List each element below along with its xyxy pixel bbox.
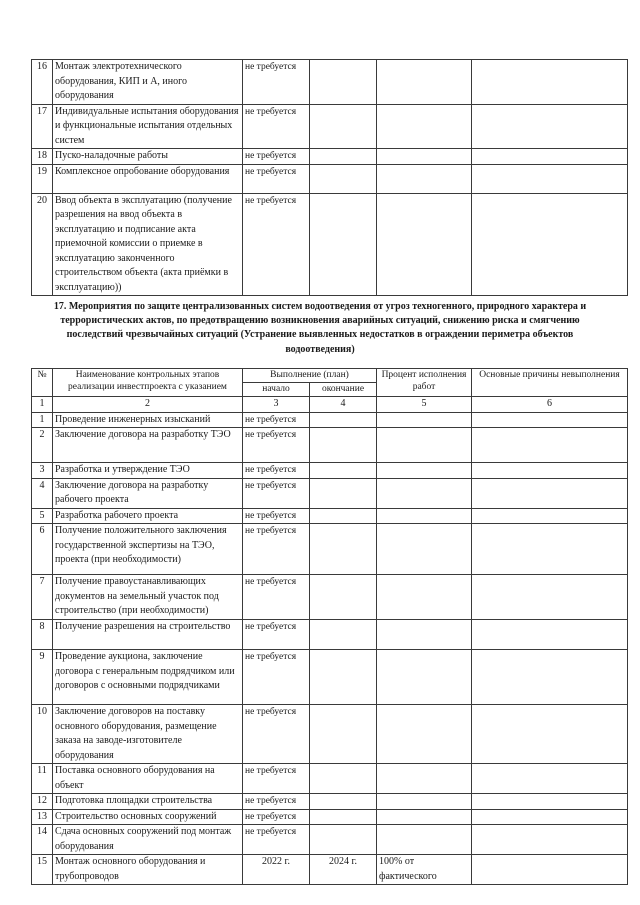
end-cell — [310, 164, 377, 193]
reasons-cell — [472, 825, 628, 855]
percent-cell — [377, 164, 472, 193]
execution-header: Выполнение (план) — [243, 369, 377, 383]
end-cell — [310, 104, 377, 149]
stage-name: Подготовка площадки строительства — [53, 794, 243, 810]
percent-cell — [377, 764, 472, 794]
stage-header: Наименование контрольных этапов реализации инвестпроекта с указанием — [53, 369, 243, 397]
reasons-cell — [472, 428, 628, 463]
stage-name: Сдача основных сооружений под монтаж оборудования — [53, 825, 243, 855]
stage-name: Разработка рабочего проекта — [53, 508, 243, 524]
row-number: 16 — [32, 60, 53, 105]
table-row — [32, 412, 628, 428]
end-header: окончание — [310, 383, 377, 397]
end-cell — [310, 60, 377, 105]
table-row — [32, 764, 628, 794]
table-row — [32, 508, 628, 524]
end-cell — [310, 825, 377, 855]
table-row — [32, 104, 628, 149]
stage-name: Комплексное опробование оборудования — [53, 164, 243, 193]
reasons-cell — [472, 478, 628, 508]
stage-name: Проведение аукциона, заключение договора с генеральным подрядчиком или договоров с основными подрядчиками — [53, 650, 243, 705]
row-number: 12 — [32, 794, 53, 810]
end-cell — [310, 764, 377, 794]
start-cell: не требуется — [243, 428, 310, 463]
end-cell — [310, 508, 377, 524]
row-number: 2 — [32, 428, 53, 463]
start-cell: не требуется — [243, 463, 310, 479]
stage-name: Проведение инженерных изысканий — [53, 412, 243, 428]
percent-cell — [377, 463, 472, 479]
table-row — [32, 428, 628, 463]
percent-cell — [377, 60, 472, 105]
stage-name: Монтаж основного оборудования и трубопроводов — [53, 855, 243, 885]
table-row — [32, 478, 628, 508]
column-number: 6 — [472, 397, 628, 413]
percent-cell — [377, 575, 472, 620]
reasons-cell — [472, 149, 628, 165]
table-row — [32, 164, 628, 193]
row-number: 20 — [32, 193, 53, 296]
start-cell: не требуется — [243, 764, 310, 794]
percent-cell — [377, 524, 472, 575]
end-cell — [310, 463, 377, 479]
row-number: 15 — [32, 855, 53, 885]
end-cell — [310, 575, 377, 620]
row-number: 14 — [32, 825, 53, 855]
start-cell: не требуется — [243, 705, 310, 764]
stage-name: Заключение договоров на поставку основного оборудования, размещение заказа на заводе-изготовителе оборудования — [53, 705, 243, 764]
table-row — [32, 855, 628, 885]
end-cell — [310, 794, 377, 810]
end-cell: 2024 г. — [310, 855, 377, 885]
percent-cell — [377, 809, 472, 825]
row-number: 3 — [32, 463, 53, 479]
stage-name: Заключение договора на разработку рабочего проекта — [53, 478, 243, 508]
reasons-cell — [472, 620, 628, 650]
stage-name: Разработка и утверждение ТЭО — [53, 463, 243, 479]
start-cell: не требуется — [243, 60, 310, 105]
start-cell: не требуется — [243, 575, 310, 620]
table-row — [32, 794, 628, 810]
start-cell: не требуется — [243, 104, 310, 149]
main-table — [31, 368, 628, 885]
reasons-cell — [472, 575, 628, 620]
stage-name: Получение разрешения на строительство — [53, 620, 243, 650]
column-number: 5 — [377, 397, 472, 413]
start-cell: не требуется — [243, 809, 310, 825]
percent-cell — [377, 508, 472, 524]
table-row — [32, 620, 628, 650]
num-header: № — [32, 369, 53, 397]
stage-name: Пуско-наладочные работы — [53, 149, 243, 165]
percent-cell — [377, 620, 472, 650]
reasons-cell — [472, 650, 628, 705]
percent-cell — [377, 705, 472, 764]
stage-name: Поставка основного оборудования на объект — [53, 764, 243, 794]
section-heading: 17. Мероприятия по защите централизованных систем водоотведения от угроз техногенного, природного характера и террористических актов, по предотвращению возникновения аварийных ситуаций, снижению риска и смягчению последствий чрезвычайных ситуаций (Устранение выявленных недостатков в ограждении периметра объектов водоотведения) — [53, 301, 587, 355]
percent-cell — [377, 104, 472, 149]
row-number: 1 — [32, 412, 53, 428]
end-cell — [310, 524, 377, 575]
reasons-cell — [472, 463, 628, 479]
top-table — [31, 59, 628, 296]
percent-cell: 100% от фактического — [377, 855, 472, 885]
column-number-row — [32, 397, 628, 413]
table-row — [32, 463, 628, 479]
table-row — [32, 524, 628, 575]
row-number: 7 — [32, 575, 53, 620]
table-row — [32, 193, 628, 296]
percent-cell — [377, 650, 472, 705]
reasons-cell — [472, 104, 628, 149]
table-row — [32, 60, 628, 105]
end-cell — [310, 809, 377, 825]
header-row — [32, 369, 628, 383]
start-header: начало — [243, 383, 310, 397]
end-cell — [310, 650, 377, 705]
table-row — [32, 705, 628, 764]
stage-name: Получение положительного заключения государственной экспертизы на ТЭО, проекта (при необходимости) — [53, 524, 243, 575]
column-number: 1 — [32, 397, 53, 413]
reasons-header: Основные причины невыполнения — [472, 369, 628, 397]
row-number: 17 — [32, 104, 53, 149]
reasons-cell — [472, 524, 628, 575]
percent-cell — [377, 794, 472, 810]
table-row — [32, 650, 628, 705]
end-cell — [310, 149, 377, 165]
start-cell: не требуется — [243, 412, 310, 428]
reasons-cell — [472, 60, 628, 105]
row-number: 19 — [32, 164, 53, 193]
start-cell: не требуется — [243, 164, 310, 193]
start-cell: не требуется — [243, 508, 310, 524]
stage-name: Индивидуальные испытания оборудования и функциональные испытания отдельных систем — [53, 104, 243, 149]
stage-name: Ввод объекта в эксплуатацию (получение разрешения на ввод объекта в эксплуатацию и подписание акта приемочной комиссии о приемке в эксплуатацию законченного строительством объекта (акта приёмки в эксплуатацию)) — [53, 193, 243, 296]
column-number: 2 — [53, 397, 243, 413]
row-number: 13 — [32, 809, 53, 825]
start-cell: не требуется — [243, 478, 310, 508]
percent-cell — [377, 825, 472, 855]
reasons-cell — [472, 809, 628, 825]
end-cell — [310, 412, 377, 428]
table-row — [32, 575, 628, 620]
end-cell — [310, 478, 377, 508]
reasons-cell — [472, 855, 628, 885]
reasons-cell — [472, 164, 628, 193]
stage-name: Получение правоустанавливающих документов на земельный участок под строительство (при необходимости) — [53, 575, 243, 620]
row-number: 18 — [32, 149, 53, 165]
row-number: 11 — [32, 764, 53, 794]
percent-cell — [377, 428, 472, 463]
table-row — [32, 809, 628, 825]
stage-name: Заключение договора на разработку ТЭО — [53, 428, 243, 463]
reasons-cell — [472, 193, 628, 296]
reasons-cell — [472, 764, 628, 794]
percent-cell — [377, 412, 472, 428]
end-cell — [310, 620, 377, 650]
table-row — [32, 149, 628, 165]
row-number: 5 — [32, 508, 53, 524]
row-number: 10 — [32, 705, 53, 764]
start-cell: не требуется — [243, 193, 310, 296]
stage-name: Строительство основных сооружений — [53, 809, 243, 825]
start-cell: 2022 г. — [243, 855, 310, 885]
end-cell — [310, 428, 377, 463]
row-number: 4 — [32, 478, 53, 508]
start-cell: не требуется — [243, 650, 310, 705]
column-number: 4 — [310, 397, 377, 413]
start-cell: не требуется — [243, 794, 310, 810]
reasons-cell — [472, 794, 628, 810]
reasons-cell — [472, 508, 628, 524]
row-number: 8 — [32, 620, 53, 650]
percent-cell — [377, 478, 472, 508]
reasons-cell — [472, 412, 628, 428]
start-cell: не требуется — [243, 149, 310, 165]
percent-header: Процент исполнения работ — [377, 369, 472, 397]
end-cell — [310, 193, 377, 296]
column-number: 3 — [243, 397, 310, 413]
reasons-cell — [472, 705, 628, 764]
percent-cell — [377, 193, 472, 296]
start-cell: не требуется — [243, 524, 310, 575]
row-number: 6 — [32, 524, 53, 575]
start-cell: не требуется — [243, 620, 310, 650]
row-number: 9 — [32, 650, 53, 705]
table-row — [32, 825, 628, 855]
stage-name: Монтаж электротехнического оборудования, КИП и А, иного оборудования — [53, 60, 243, 105]
start-cell: не требуется — [243, 825, 310, 855]
end-cell — [310, 705, 377, 764]
percent-cell — [377, 149, 472, 165]
